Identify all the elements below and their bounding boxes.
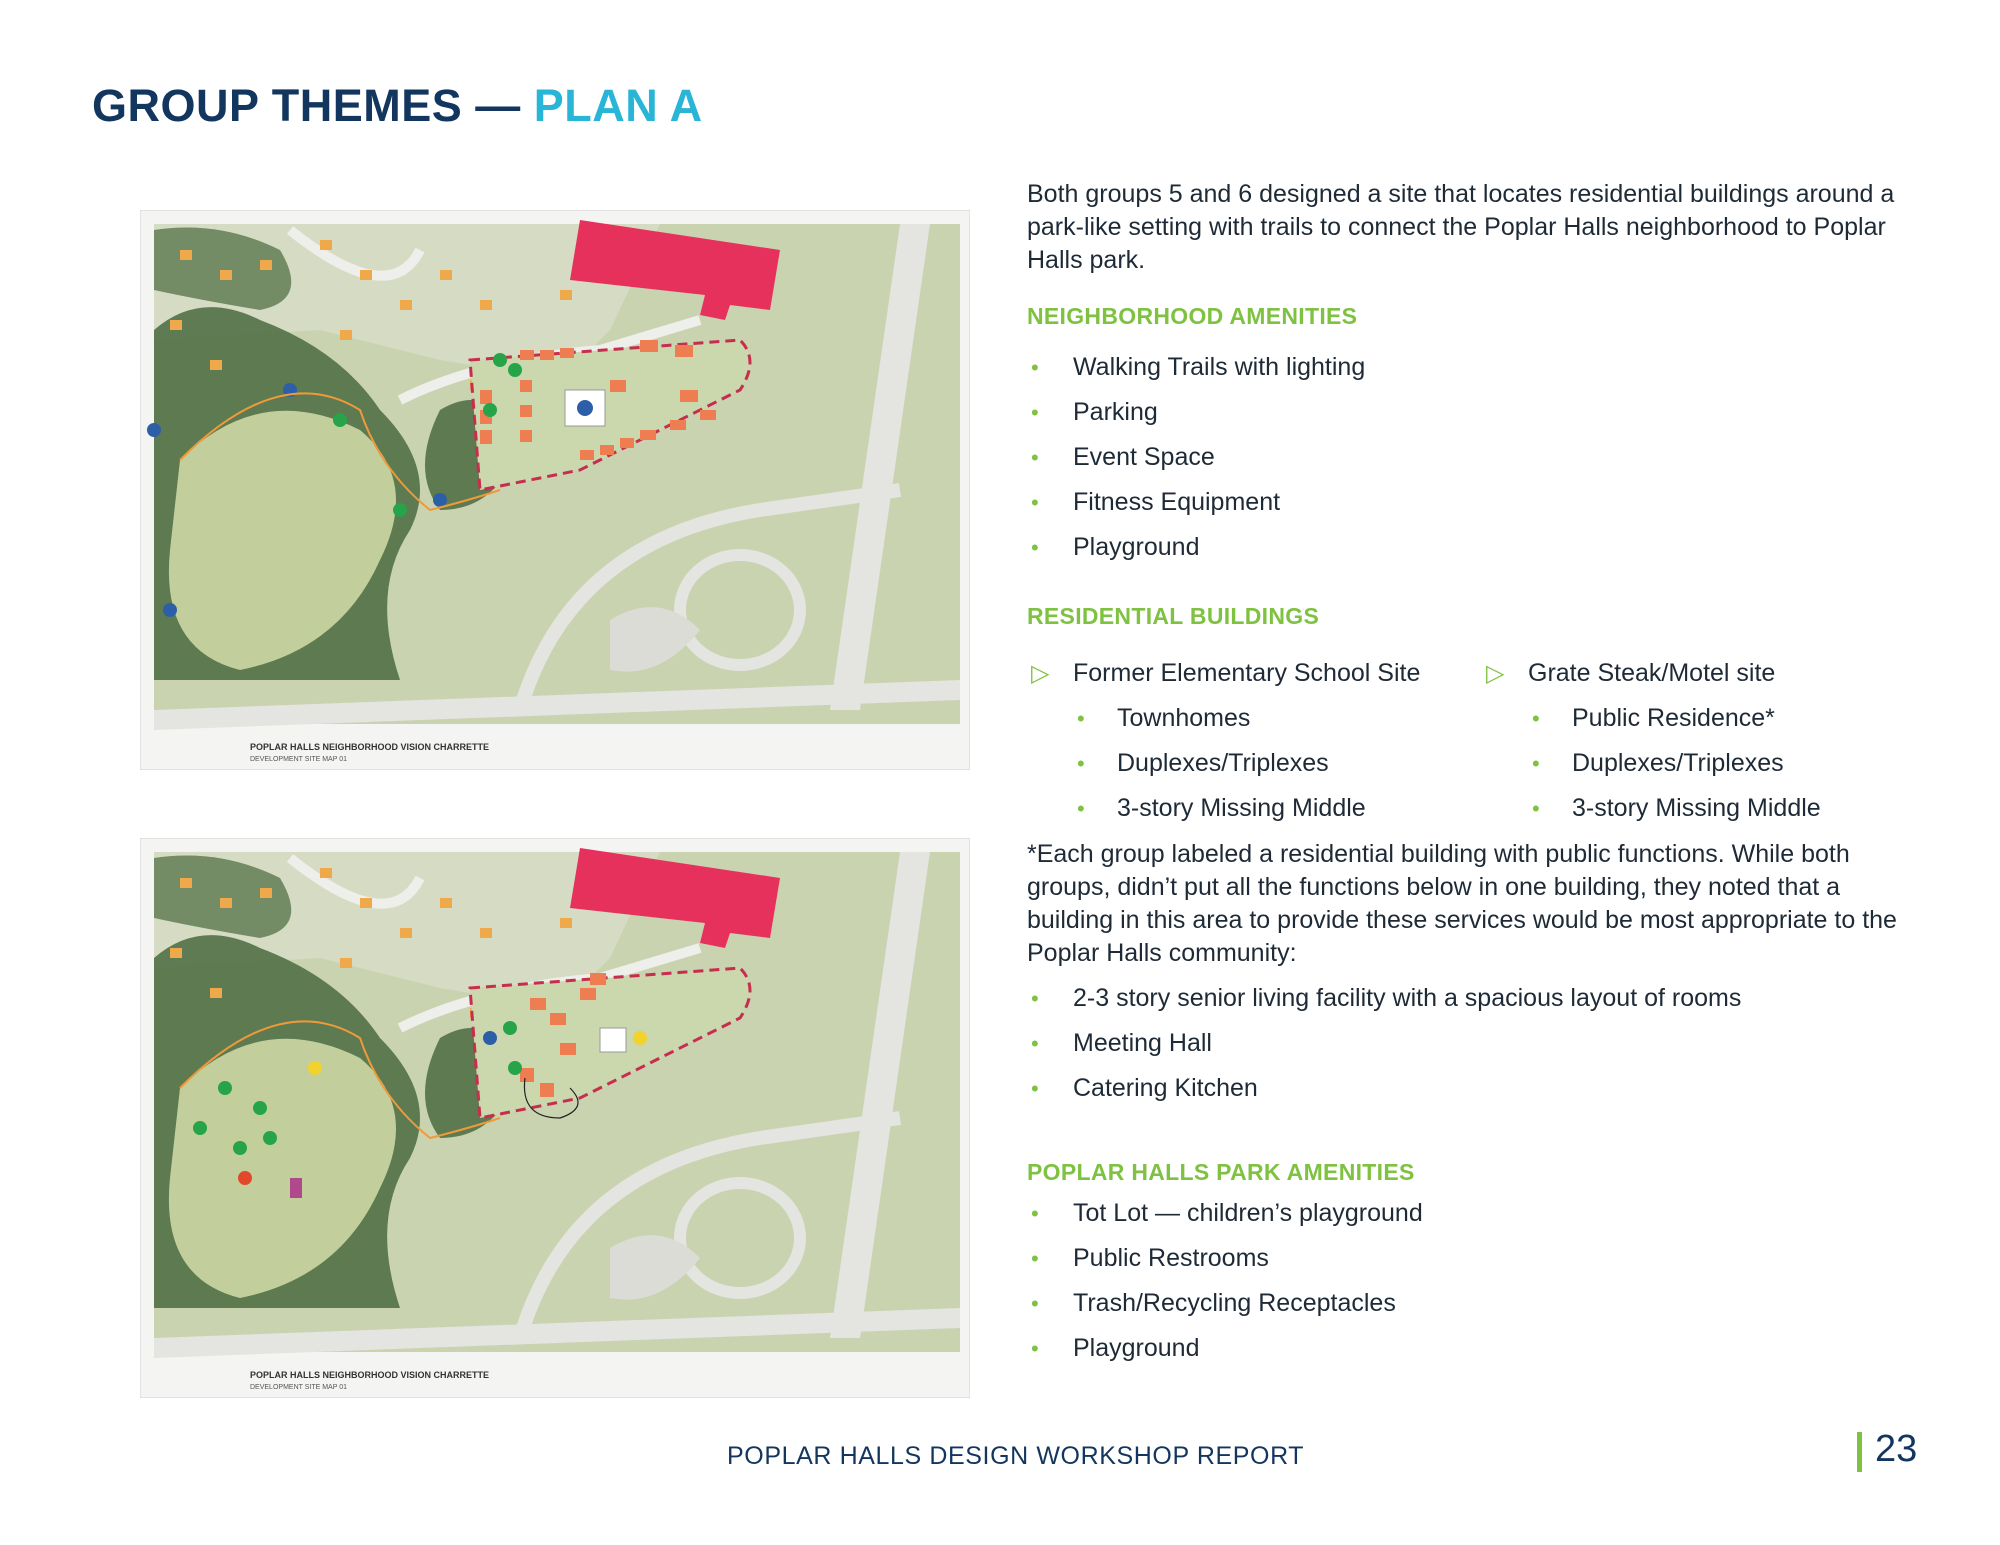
list-item: • Meeting Hall bbox=[1031, 1029, 1212, 1057]
intro-paragraph: Both groups 5 and 6 designed a site that locates residential buildings around a park-like setting with trails to connect the Poplar Halls neighborhood to Poplar Halls park. bbox=[1027, 180, 1895, 274]
intro-block bbox=[1027, 178, 1927, 277]
site-grate-steak-motel bbox=[1482, 651, 1922, 831]
site-elementary-school bbox=[1027, 651, 1467, 831]
site-map-group-5 bbox=[140, 210, 970, 770]
map-subcaption: DEVELOPMENT SITE MAP 01 bbox=[250, 1384, 347, 1391]
park-section bbox=[1027, 1156, 1927, 1371]
park-heading: POPLAR HALLS PARK AMENITIES bbox=[1027, 1159, 1415, 1185]
list-item: • Playground bbox=[1031, 533, 1200, 561]
list-item: • Catering Kitchen bbox=[1031, 1074, 1258, 1102]
list-item: • Walking Trails with lighting bbox=[1031, 353, 1366, 381]
list-item: • Trash/Recycling Receptacles bbox=[1031, 1289, 1396, 1317]
residential-section bbox=[1027, 600, 1927, 820]
list-item: • 2-3 story senior living facility with a spacious layout of rooms bbox=[1031, 984, 1742, 1012]
note-paragraph: *Each group labeled a residential building with public functions. While both groups, didn’t put all the functions below in one building, they noted that a building in this area to provide these services would be most appropriate to the Poplar Halls community: bbox=[1027, 840, 1897, 967]
site-name: ▷ Former Elementary School Site bbox=[1031, 659, 1421, 687]
footer-report-title: POPLAR HALLS DESIGN WORKSHOP REPORT bbox=[727, 1442, 1305, 1470]
list-item: • Fitness Equipment bbox=[1031, 488, 1281, 516]
page-number: 23 bbox=[1875, 1428, 1918, 1470]
title-plan: PLAN A bbox=[533, 80, 703, 131]
map-subcaption: DEVELOPMENT SITE MAP 01 bbox=[250, 756, 347, 763]
map-caption: POPLAR HALLS NEIGHBORHOOD VISION CHARRETTE bbox=[250, 742, 490, 752]
list-item: • Townhomes bbox=[1077, 704, 1251, 732]
list-item: • Parking bbox=[1031, 398, 1158, 426]
note-block bbox=[1027, 838, 1927, 1111]
list-item: • Duplexes/Triplexes bbox=[1532, 749, 1784, 777]
list-item: • Playground bbox=[1031, 1334, 1200, 1362]
neighborhood-heading: NEIGHBORHOOD AMENITIES bbox=[1027, 303, 1358, 329]
site-map-group-6 bbox=[140, 838, 970, 1398]
site-name: ▷ Grate Steak/Motel site bbox=[1486, 659, 1776, 687]
list-item: • Tot Lot — children’s playground bbox=[1031, 1199, 1423, 1227]
map-caption: POPLAR HALLS NEIGHBORHOOD VISION CHARRETTE bbox=[250, 1370, 490, 1380]
list-item: • Public Residence* bbox=[1532, 704, 1775, 732]
page-title bbox=[92, 80, 703, 132]
page-number-bar bbox=[1857, 1432, 1862, 1472]
list-item: • Duplexes/Triplexes bbox=[1077, 749, 1329, 777]
list-item: • 3-story Missing Middle bbox=[1532, 794, 1821, 822]
residential-heading: RESIDENTIAL BUILDINGS bbox=[1027, 603, 1320, 629]
neighborhood-section bbox=[1027, 300, 1927, 570]
title-main: GROUP THEMES — bbox=[92, 80, 534, 131]
list-item: • Public Restrooms bbox=[1031, 1244, 1269, 1272]
list-item: • 3-story Missing Middle bbox=[1077, 794, 1366, 822]
list-item: • Event Space bbox=[1031, 443, 1215, 471]
